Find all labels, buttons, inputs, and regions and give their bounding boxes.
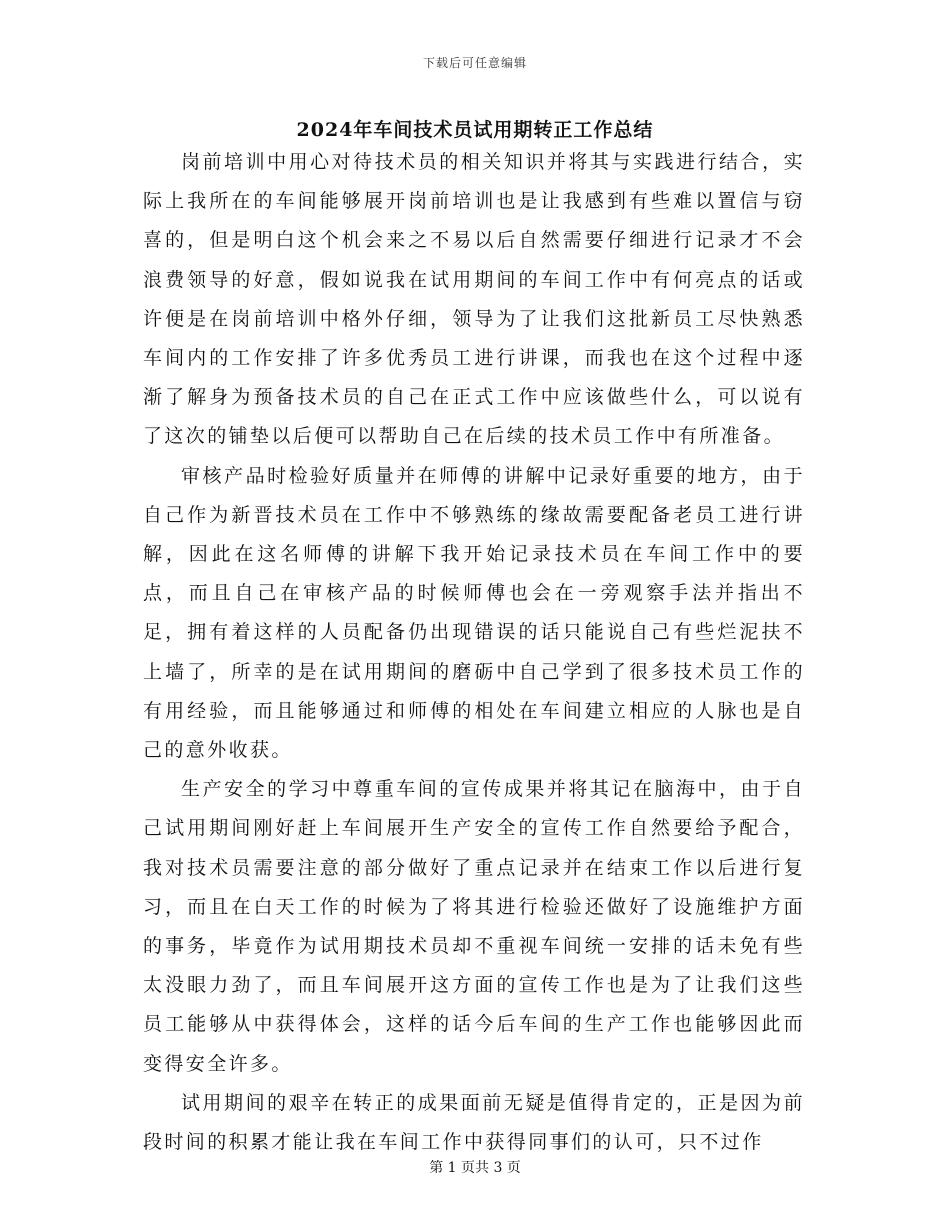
paragraph-2: 审核产品时检验好质量并在师傅的讲解中记录好重要的地方，由于自己作为新晋技术员在工作中不够熟练的缘故需要配备老员工进行讲解，因此在这名师傅的讲解下我开始记录技术员在车间工作中的要点，而且自己在审核产品的时候师傅也会在一旁观察手法并指出不足，拥有着这样的人员配备仍出现错误的话只能说自己有些烂泥扶不上墙了，所幸的是在试用期间的磨砺中自己学到了很多技术员工作的有用经验，而且能够通过和师傅的相处在车间建立相应的人脉也是自己的意外收获。: [143, 464, 805, 762]
document-body: [143, 143, 805, 1162]
paragraph-4: 试用期间的艰辛在转正的成果面前无疑是值得肯定的，正是因为前段时间的积累才能让我在车间工作中获得同事们的认可，只不过作: [143, 1091, 805, 1154]
paragraph-1: 岗前培训中用心对待技术员的相关知识并将其与实践进行结合，实际上我所在的车间能够展开岗前培训也是让我感到有些难以置信与窃喜的，但是明白这个机会来之不易以后自然需要仔细进行记录才不会浪费领导的好意，假如说我在试用期间的车间工作中有何亮点的话或许便是在岗前培训中格外仔细，领导为了让我们这批新员工尽快熟悉车间内的工作安排了许多优秀员工进行讲课，而我也在这个过程中逐渐了解身为预备技术员的自己在正式工作中应该做些什么，可以说有了这次的铺垫以后便可以帮助自己在后续的技术员工作中有所准备。: [143, 151, 805, 448]
paragraph-3: 生产安全的学习中尊重车间的宣传成果并将其记在脑海中，由于自己试用期间刚好赶上车间展开生产安全的宣传工作自然要给予配合，我对技术员需要注意的部分做好了重点记录并在结束工作以后进行复习，而且在白天工作的时候为了将其进行检验还做好了设施维护方面的事务，毕竟作为试用期技术员却不重视车间统一安排的话未免有些太没眼力劲了，而且车间展开这方面的宣传工作也是为了让我们这些员工能够从中获得体会，这样的话今后车间的生产工作也能够因此而变得安全许多。: [143, 778, 805, 1075]
document-title: 2024年车间技术员试用期转正工作总结: [296, 119, 654, 141]
page-number: 第 1 页共 3 页: [429, 1160, 521, 1176]
header-note: 下载后可任意编辑: [422, 56, 527, 70]
